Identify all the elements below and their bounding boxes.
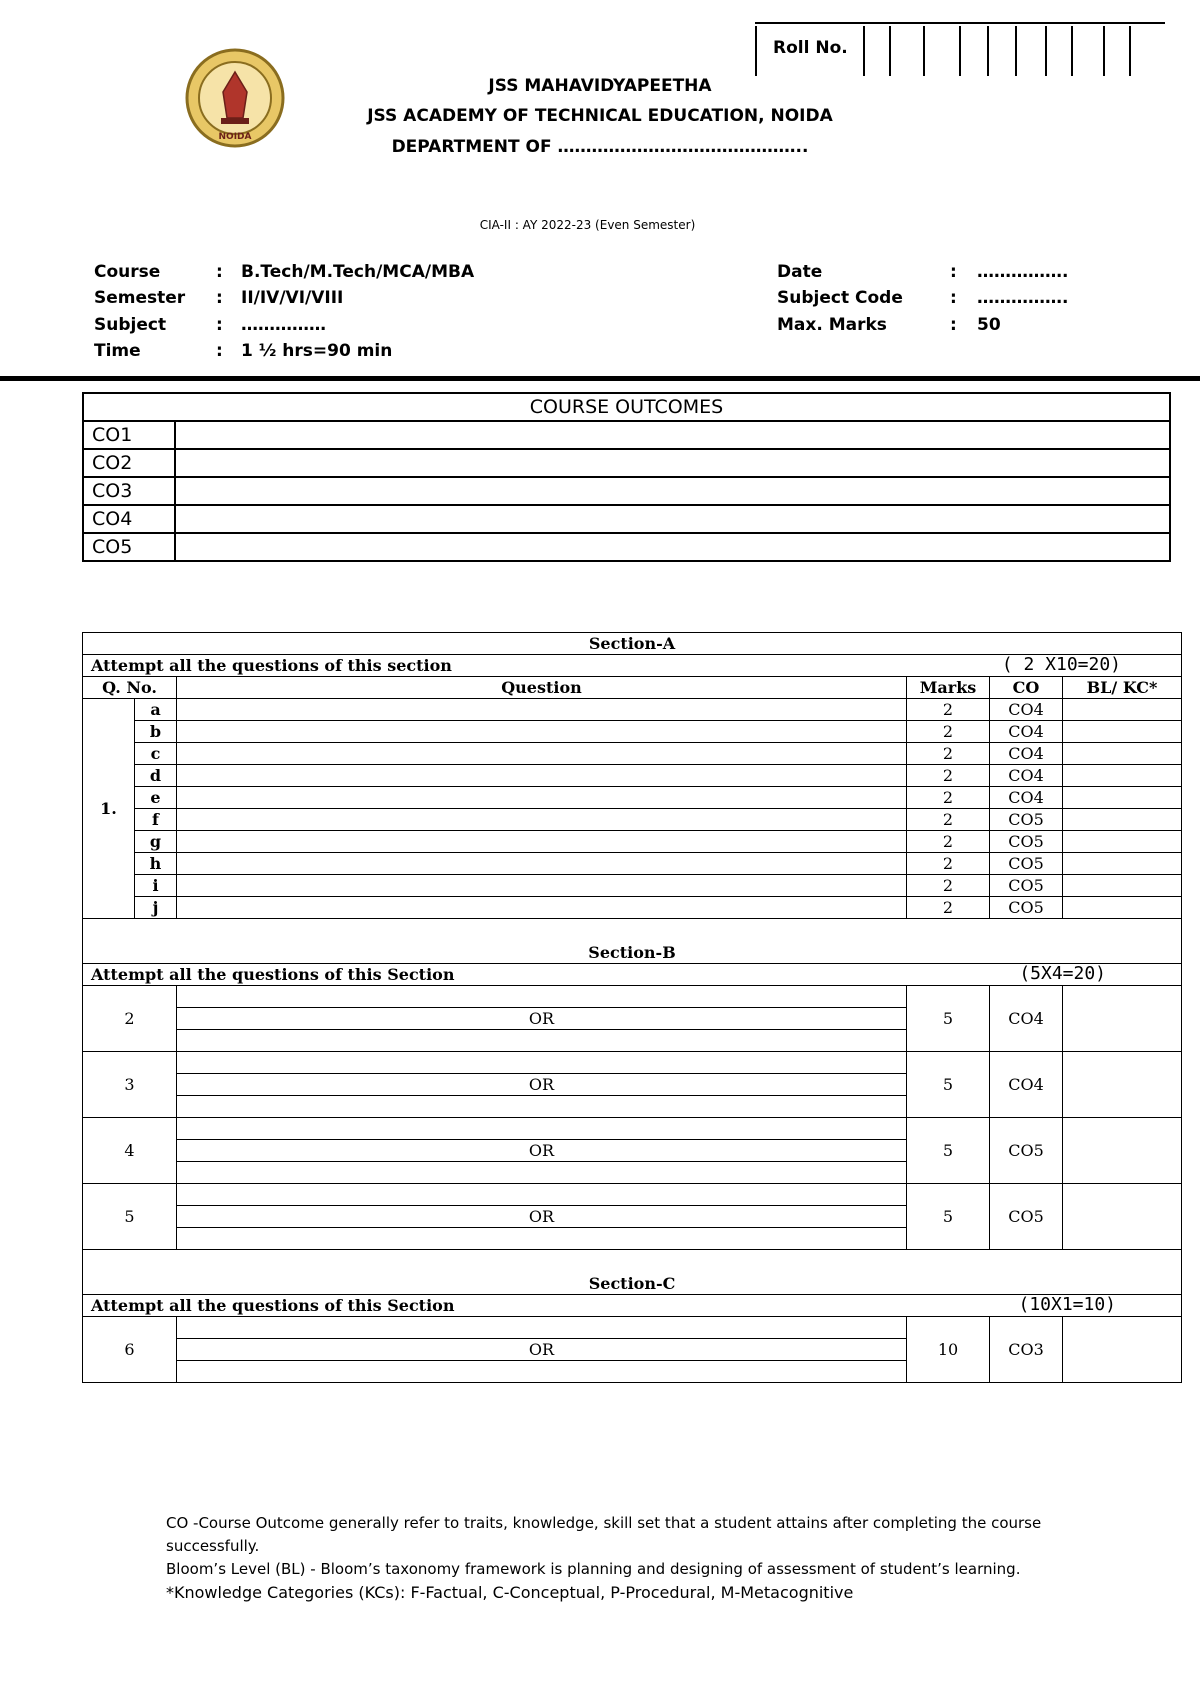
department-line: DEPARTMENT OF ……………………………………..: [391, 137, 809, 157]
co-description-cell[interactable]: [175, 449, 1170, 477]
co-description-cell[interactable]: [175, 421, 1170, 449]
marks-cell: 10: [907, 1317, 990, 1383]
question-cell[interactable]: [177, 1228, 907, 1250]
co-cell: CO5: [990, 809, 1063, 831]
section-c-title: Section-C: [83, 1250, 1182, 1295]
marks-cell: 2: [907, 809, 990, 831]
footer-kc-note: *Knowledge Categories (KCs): F-Factual, C-Conceptual, P-Procedural, M-Metacognitive: [166, 1583, 854, 1602]
section-c-marks-note: (10X1=10): [1018, 1294, 1117, 1315]
bl-kc-cell[interactable]: [1063, 743, 1182, 765]
marks-cell: 2: [907, 765, 990, 787]
part-label: b: [135, 721, 177, 743]
question-cell[interactable]: [177, 831, 907, 853]
marks-cell: 2: [907, 853, 990, 875]
co-cell: CO5: [990, 1118, 1063, 1184]
part-label: a: [135, 699, 177, 721]
question-cell[interactable]: [177, 809, 907, 831]
question-cell[interactable]: [177, 765, 907, 787]
question-cell[interactable]: [177, 1184, 907, 1206]
co-label: CO5: [83, 533, 175, 561]
question-number: 4: [83, 1118, 177, 1184]
marks-cell: 2: [907, 743, 990, 765]
table-row: [83, 699, 1182, 721]
section-b-marks-note: (5X4=20): [1019, 963, 1107, 984]
co-cell: CO3: [990, 1317, 1063, 1383]
co-cell: CO5: [990, 875, 1063, 897]
question-cell[interactable]: [177, 1096, 907, 1118]
institute-logo: [185, 48, 285, 148]
bl-kc-cell[interactable]: [1063, 809, 1182, 831]
co-label: CO4: [83, 505, 175, 533]
info-time-label: Time: [94, 341, 141, 361]
marks-cell: 5: [907, 1184, 990, 1250]
org-name: JSS MAHAVIDYAPEETHA: [488, 76, 712, 96]
table-row: [83, 743, 1182, 765]
co-cell: CO5: [990, 897, 1063, 919]
co-cell: CO4: [990, 743, 1063, 765]
co-label: CO1: [83, 421, 175, 449]
info-max-marks-value: 50: [977, 315, 1001, 335]
section-b-title: Section-B: [83, 919, 1182, 964]
table-row: [83, 721, 1182, 743]
info-sep: :: [216, 341, 223, 361]
info-sep: :: [950, 288, 957, 308]
table-row: [83, 477, 1170, 505]
table-row: [83, 809, 1182, 831]
part-label: e: [135, 787, 177, 809]
co-label: CO3: [83, 477, 175, 505]
bl-kc-cell[interactable]: [1063, 721, 1182, 743]
header-marks: Marks: [907, 677, 990, 699]
info-subject-code-label: Subject Code: [777, 288, 903, 308]
table-row: [83, 505, 1170, 533]
marks-cell: 2: [907, 897, 990, 919]
table-row: [83, 421, 1170, 449]
co-description-cell[interactable]: [175, 477, 1170, 505]
question-cell[interactable]: [177, 699, 907, 721]
question-cell[interactable]: [177, 1052, 907, 1074]
co-cell: CO4: [990, 986, 1063, 1052]
table-row: [83, 1118, 1182, 1140]
bl-kc-cell[interactable]: [1063, 897, 1182, 919]
question-number: 3: [83, 1052, 177, 1118]
co-cell: CO4: [990, 699, 1063, 721]
table-row: [83, 449, 1170, 477]
course-outcomes-title: COURSE OUTCOMES: [83, 393, 1170, 421]
info-sep: :: [216, 262, 223, 282]
table-row: [83, 1184, 1182, 1206]
question-cell[interactable]: [177, 721, 907, 743]
table-row: [83, 853, 1182, 875]
question-cell[interactable]: [177, 743, 907, 765]
bl-kc-cell[interactable]: [1063, 1118, 1182, 1184]
footer-bl-note: Bloom’s Level (BL) - Bloom’s taxonomy framework is planning and designing of assessment of student’s learning.: [166, 1560, 1021, 1578]
question-cell[interactable]: [177, 1317, 907, 1339]
info-sep: :: [216, 288, 223, 308]
or-label: OR: [177, 1140, 907, 1162]
or-label: OR: [177, 1008, 907, 1030]
question-cell[interactable]: [177, 1030, 907, 1052]
part-label: h: [135, 853, 177, 875]
bl-kc-cell[interactable]: [1063, 831, 1182, 853]
bl-kc-cell[interactable]: [1063, 765, 1182, 787]
header-question: Question: [177, 677, 907, 699]
bl-kc-cell[interactable]: [1063, 853, 1182, 875]
header-qno: Q. No.: [83, 677, 177, 699]
or-label: OR: [177, 1074, 907, 1096]
info-sep: :: [950, 315, 957, 335]
table-row: [83, 765, 1182, 787]
section-a-instruction: Attempt all the questions of this section ( 2 X10=20): [83, 655, 1182, 677]
part-label: f: [135, 809, 177, 831]
marks-cell: 5: [907, 986, 990, 1052]
info-semester-label: Semester: [94, 288, 186, 308]
roll-number-box[interactable]: [755, 22, 1165, 76]
table-row: [83, 533, 1170, 561]
info-course-label: Course: [94, 262, 161, 282]
bl-kc-cell[interactable]: [1063, 1052, 1182, 1118]
co-cell: CO4: [990, 787, 1063, 809]
question-cell[interactable]: [177, 1162, 907, 1184]
footer-co-note-cont: successfully.: [166, 1537, 260, 1555]
marks-cell: 2: [907, 721, 990, 743]
part-label: i: [135, 875, 177, 897]
question-cell[interactable]: [177, 986, 907, 1008]
marks-cell: 2: [907, 699, 990, 721]
section-b-instruction: Attempt all the questions of this Section (5X4=20): [83, 964, 1182, 986]
bl-kc-cell[interactable]: [1063, 1317, 1182, 1383]
question-cell[interactable]: [177, 875, 907, 897]
question-cell[interactable]: [177, 1118, 907, 1140]
part-label: d: [135, 765, 177, 787]
marks-cell: 2: [907, 875, 990, 897]
table-row: [83, 787, 1182, 809]
section-c-instruction: Attempt all the questions of this Section (10X1=10): [83, 1295, 1182, 1317]
info-sep: :: [950, 262, 957, 282]
info-date-value: …………….: [977, 262, 1069, 282]
co-cell: CO4: [990, 765, 1063, 787]
question-cell[interactable]: [177, 853, 907, 875]
marks-cell: 2: [907, 831, 990, 853]
part-label: g: [135, 831, 177, 853]
section-a-marks-note: ( 2 X10=20): [1001, 654, 1122, 675]
info-course-value: B.Tech/M.Tech/MCA/MBA: [241, 262, 475, 282]
info-max-marks-label: Max. Marks: [777, 315, 887, 335]
bl-kc-cell[interactable]: [1063, 875, 1182, 897]
marks-cell: 5: [907, 1118, 990, 1184]
or-label: OR: [177, 1339, 907, 1361]
roll-number-label: Roll No.: [773, 38, 848, 58]
part-label: j: [135, 897, 177, 919]
table-row: [83, 986, 1182, 1008]
header-divider: [0, 376, 1200, 381]
bl-kc-cell[interactable]: [1063, 787, 1182, 809]
institute-name: JSS ACADEMY OF TECHNICAL EDUCATION, NOIDA: [367, 106, 833, 126]
question-number: 2: [83, 986, 177, 1052]
exam-line: CIA-II : AY 2022-23 (Even Semester): [479, 218, 696, 232]
question-cell[interactable]: [177, 1361, 907, 1383]
info-subject-value: ……………: [241, 315, 326, 335]
course-outcomes-table: [82, 392, 1171, 562]
header-co: CO: [990, 677, 1063, 699]
info-semester-value: II/IV/VI/VIII: [241, 288, 344, 308]
question-cell[interactable]: [177, 897, 907, 919]
table-row: [83, 1317, 1182, 1339]
co-description-cell[interactable]: [175, 533, 1170, 561]
bl-kc-cell[interactable]: [1063, 1184, 1182, 1250]
info-subject-code-value: …………….: [977, 288, 1069, 308]
part-label: c: [135, 743, 177, 765]
question-paper-table: [82, 632, 1182, 1383]
co-cell: CO4: [990, 721, 1063, 743]
svg-text:NOIDA: NOIDA: [218, 132, 252, 142]
footer-co-note: CO -Course Outcome generally refer to traits, knowledge, skill set that a student attains after completing the course: [166, 1514, 1042, 1532]
question-number: 5: [83, 1184, 177, 1250]
co-label: CO2: [83, 449, 175, 477]
co-cell: CO5: [990, 1184, 1063, 1250]
section-a-title: Section-A: [83, 633, 1182, 655]
question-number: 1.: [83, 699, 135, 919]
question-cell[interactable]: [177, 787, 907, 809]
info-time-value: 1 ½ hrs=90 min: [241, 341, 393, 361]
co-description-cell[interactable]: [175, 505, 1170, 533]
table-row: [83, 1052, 1182, 1074]
question-number: 6: [83, 1317, 177, 1383]
marks-cell: 2: [907, 787, 990, 809]
info-subject-label: Subject: [94, 315, 167, 335]
info-date-label: Date: [777, 262, 823, 282]
marks-cell: 5: [907, 1052, 990, 1118]
info-sep: :: [216, 315, 223, 335]
table-row: [83, 897, 1182, 919]
table-row: [83, 875, 1182, 897]
or-label: OR: [177, 1206, 907, 1228]
co-cell: CO4: [990, 1052, 1063, 1118]
bl-kc-cell[interactable]: [1063, 699, 1182, 721]
table-row: [83, 831, 1182, 853]
co-cell: CO5: [990, 831, 1063, 853]
co-cell: CO5: [990, 853, 1063, 875]
bl-kc-cell[interactable]: [1063, 986, 1182, 1052]
header-bl-kc: BL/ KC*: [1063, 677, 1182, 699]
